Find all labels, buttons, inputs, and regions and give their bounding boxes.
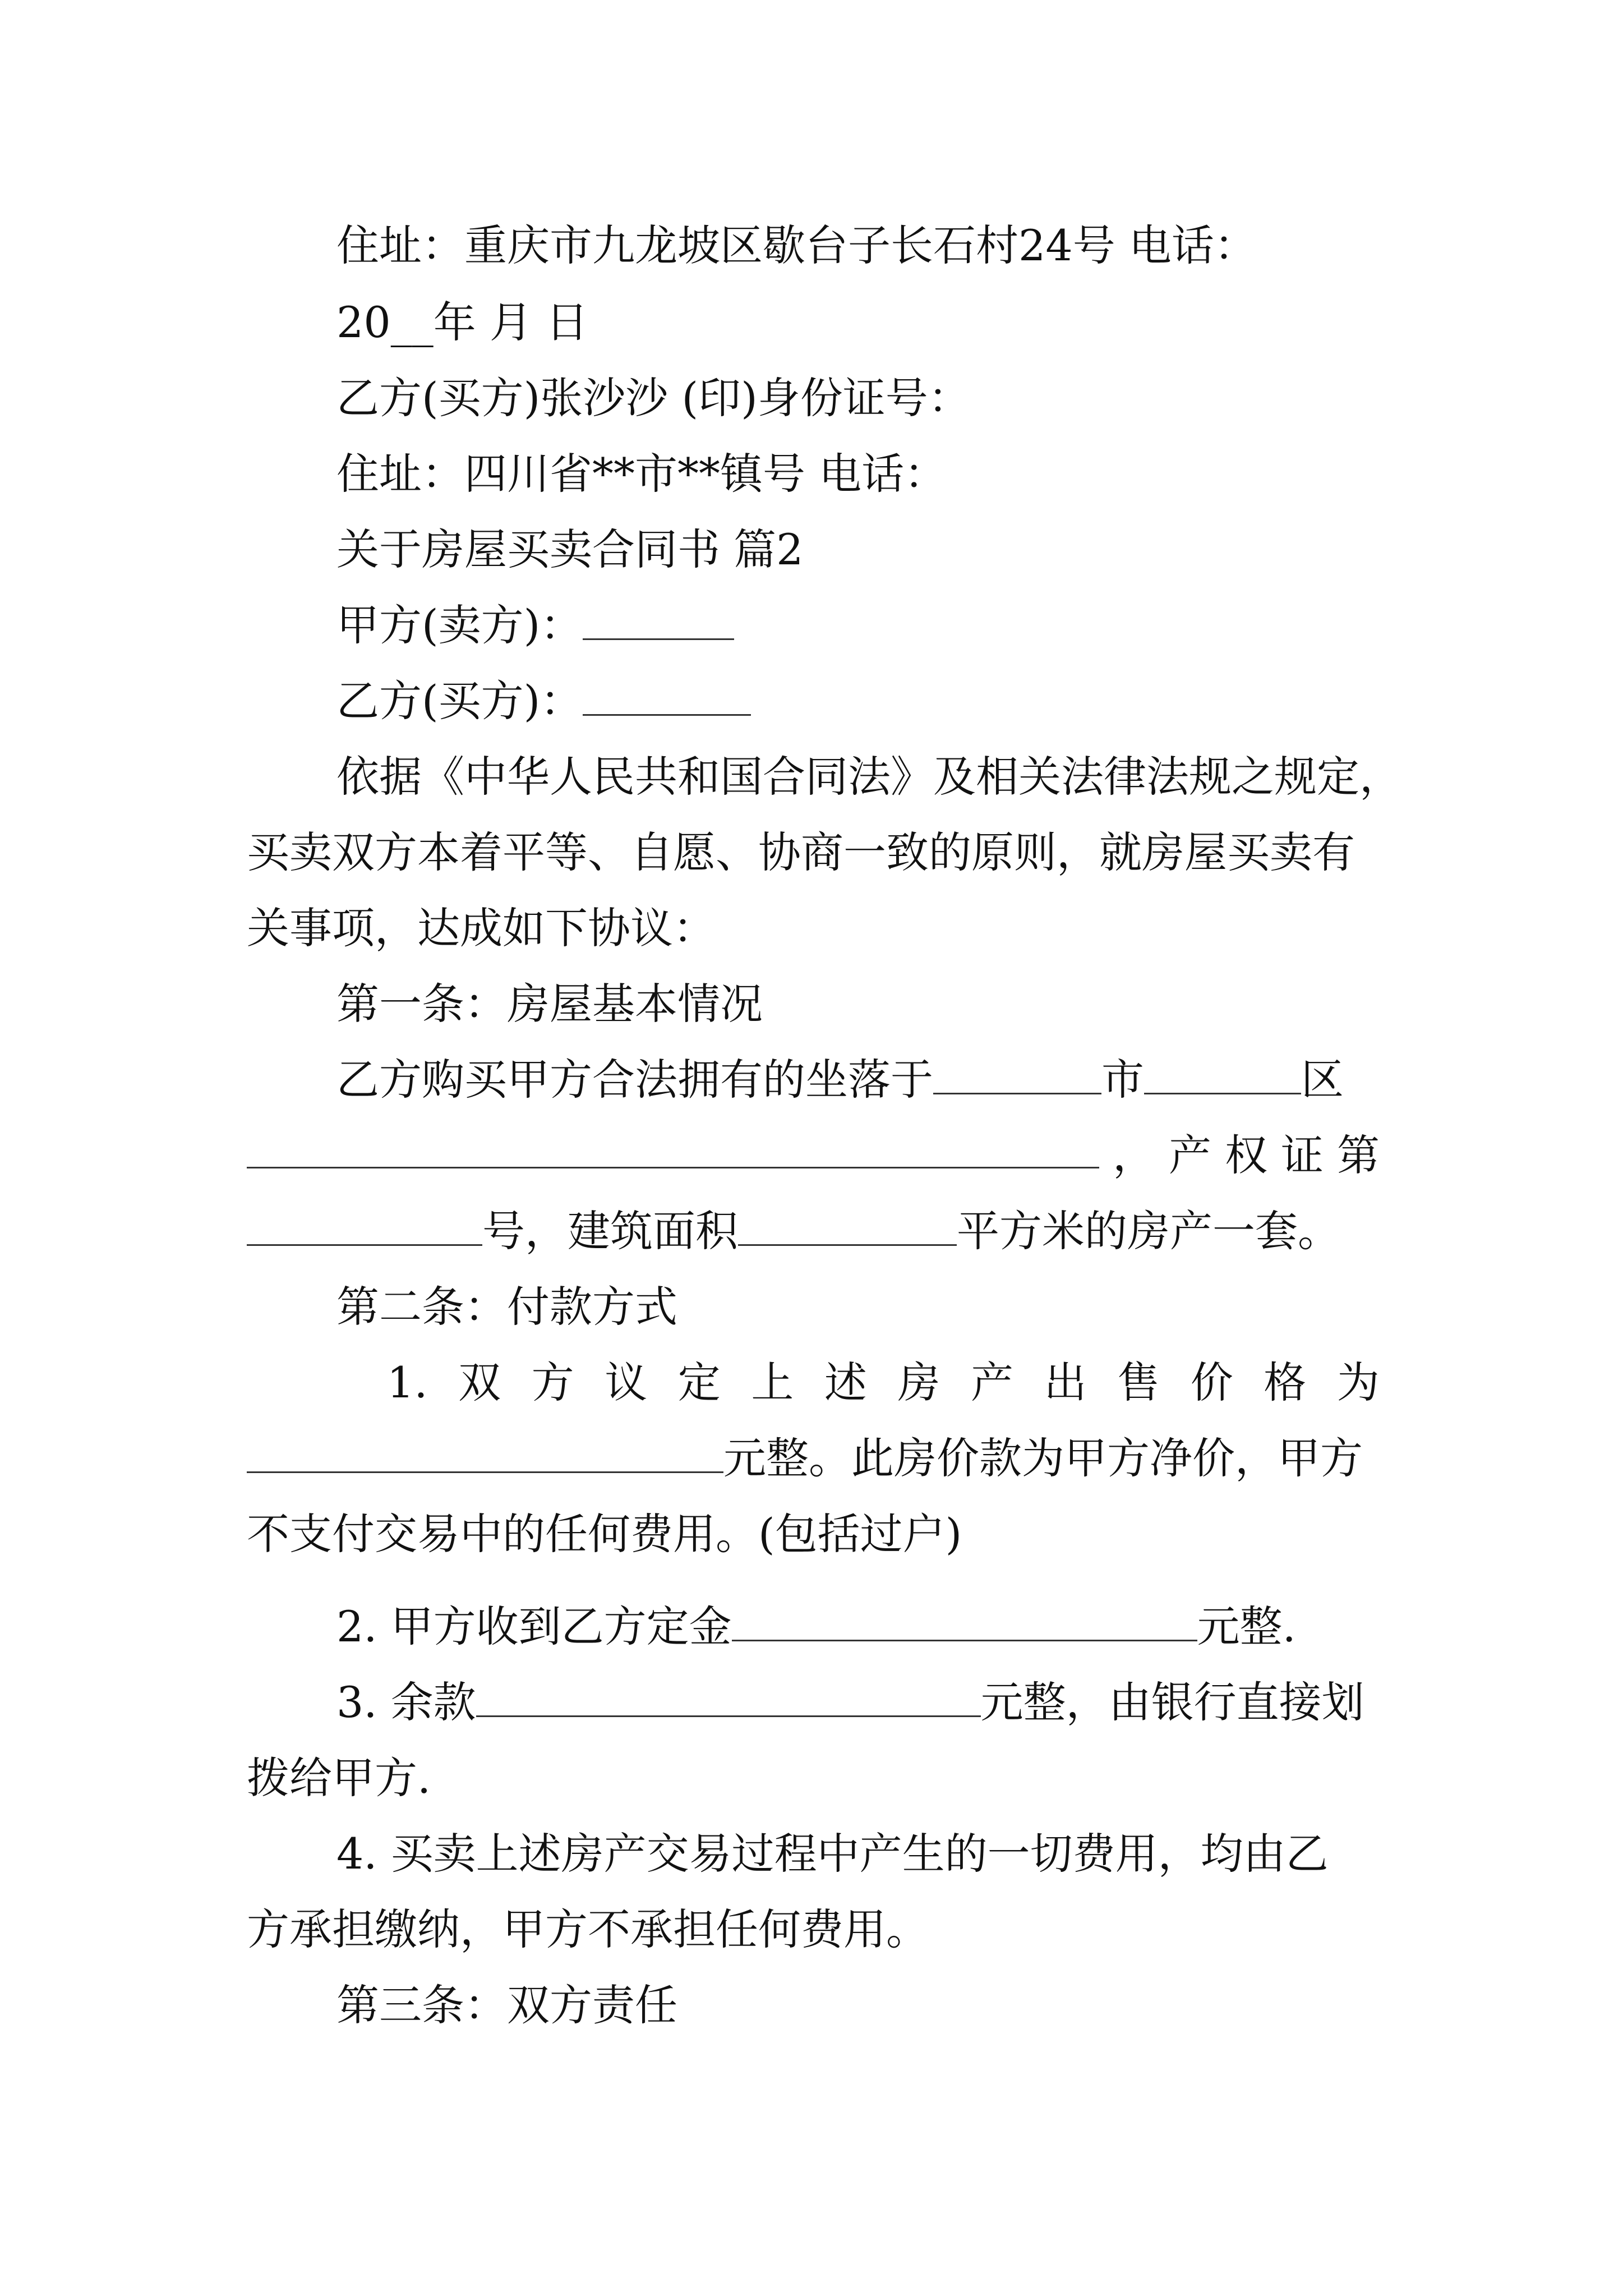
city-blank bbox=[933, 1053, 1101, 1094]
area-line bbox=[247, 1203, 1380, 1259]
paragraph-line: 关事项，达成如下协议： bbox=[247, 903, 716, 953]
price-char: 方 bbox=[531, 1358, 574, 1407]
district-label: 区 bbox=[1301, 1055, 1344, 1105]
price-text: 元整。此房价款为甲方净价，甲方 bbox=[723, 1433, 1363, 1483]
deposit-label: 2. 甲方收到乙方定金 bbox=[336, 1602, 732, 1651]
address-blank bbox=[247, 1128, 1099, 1168]
price-char: 售 bbox=[1117, 1358, 1160, 1407]
deposit-unit: 元整. bbox=[1197, 1602, 1296, 1651]
paragraph-line: 方承担缴纳，甲方不承担任何费用。 bbox=[247, 1904, 929, 1954]
price-char: 上 bbox=[751, 1358, 794, 1407]
article-one-heading: 第一条：房屋基本情况 bbox=[336, 979, 763, 1029]
price-char: 述 bbox=[824, 1358, 867, 1407]
deposit-line bbox=[336, 1599, 1623, 1655]
price-char: 议 bbox=[605, 1358, 648, 1407]
price-char: 房 bbox=[897, 1358, 940, 1407]
seller-blank bbox=[583, 599, 734, 640]
cert-char: 权 bbox=[1225, 1130, 1267, 1180]
address-line-buyer: 住址：四川省**市**镇号 电话： bbox=[336, 449, 947, 499]
certificate-line bbox=[247, 1128, 1380, 1184]
cert-char: 产 bbox=[1169, 1130, 1211, 1180]
property-location-line bbox=[336, 1052, 1623, 1108]
cert-char: 证 bbox=[1281, 1130, 1324, 1180]
article-three-heading: 第三条：双方责任 bbox=[336, 1980, 677, 2030]
buyer-id-line: 乙方(买方)张沙沙 (印)身份证号： bbox=[336, 373, 971, 423]
area-blank bbox=[738, 1205, 957, 1246]
paragraph-line: 依据《中华人民共和国合同法》及相关法律法规之规定， bbox=[336, 752, 1402, 802]
balance-text: 元整，由银行直接划 bbox=[980, 1677, 1364, 1727]
section-heading: 关于房屋买卖合同书 篇2 bbox=[336, 524, 804, 574]
fees-line: 4. 买卖上述房产交易过程中产生的一切费用，均由乙 bbox=[336, 1829, 1329, 1879]
paragraph-line: 拨给甲方. bbox=[247, 1753, 431, 1803]
date-line: 20__年 月 日 bbox=[336, 297, 589, 347]
address-line-seller: 住址：重庆市九龙坡区歇台子长石村24号 电话： bbox=[336, 220, 1257, 270]
balance-label: 3. 余款 bbox=[336, 1677, 476, 1727]
district-blank bbox=[1144, 1053, 1301, 1094]
deposit-blank bbox=[732, 1600, 1197, 1641]
area-label: 号，建筑面积 bbox=[482, 1206, 738, 1256]
buyer-label: 乙方(买方)： bbox=[336, 676, 583, 726]
seller-label: 甲方(卖方)： bbox=[336, 600, 583, 650]
price-char: 1. bbox=[387, 1358, 428, 1407]
city-label: 市 bbox=[1101, 1055, 1144, 1105]
price-amount-line bbox=[247, 1430, 1380, 1487]
paragraph-line: 不支付交易中的任何费用。(包括过户) bbox=[247, 1509, 962, 1559]
article-two-heading: 第二条：付款方式 bbox=[336, 1282, 677, 1332]
buyer-party-line bbox=[336, 673, 1623, 729]
buyer-blank bbox=[583, 675, 751, 716]
cert-number-blank bbox=[247, 1205, 482, 1246]
comma: ， bbox=[1113, 1130, 1155, 1180]
area-unit-text: 平方米的房产一套。 bbox=[957, 1206, 1340, 1256]
price-char: 定 bbox=[677, 1358, 721, 1407]
paragraph-line: 买卖双方本着平等、自愿、协商一致的原则，就房屋买卖有 bbox=[247, 827, 1355, 877]
location-text: 乙方购买甲方合法拥有的坐落于 bbox=[336, 1055, 933, 1105]
seller-party-line bbox=[336, 597, 1623, 654]
price-blank bbox=[247, 1432, 723, 1473]
price-char: 出 bbox=[1044, 1358, 1087, 1407]
balance-line bbox=[336, 1674, 1623, 1731]
price-line bbox=[387, 1355, 1380, 1411]
price-char: 双 bbox=[458, 1358, 501, 1407]
cert-char: 第 bbox=[1337, 1130, 1380, 1180]
balance-blank bbox=[476, 1676, 981, 1717]
price-char: 价 bbox=[1190, 1358, 1233, 1407]
price-char: 为 bbox=[1336, 1358, 1380, 1407]
price-char: 产 bbox=[971, 1358, 1014, 1407]
price-char: 格 bbox=[1264, 1358, 1307, 1407]
